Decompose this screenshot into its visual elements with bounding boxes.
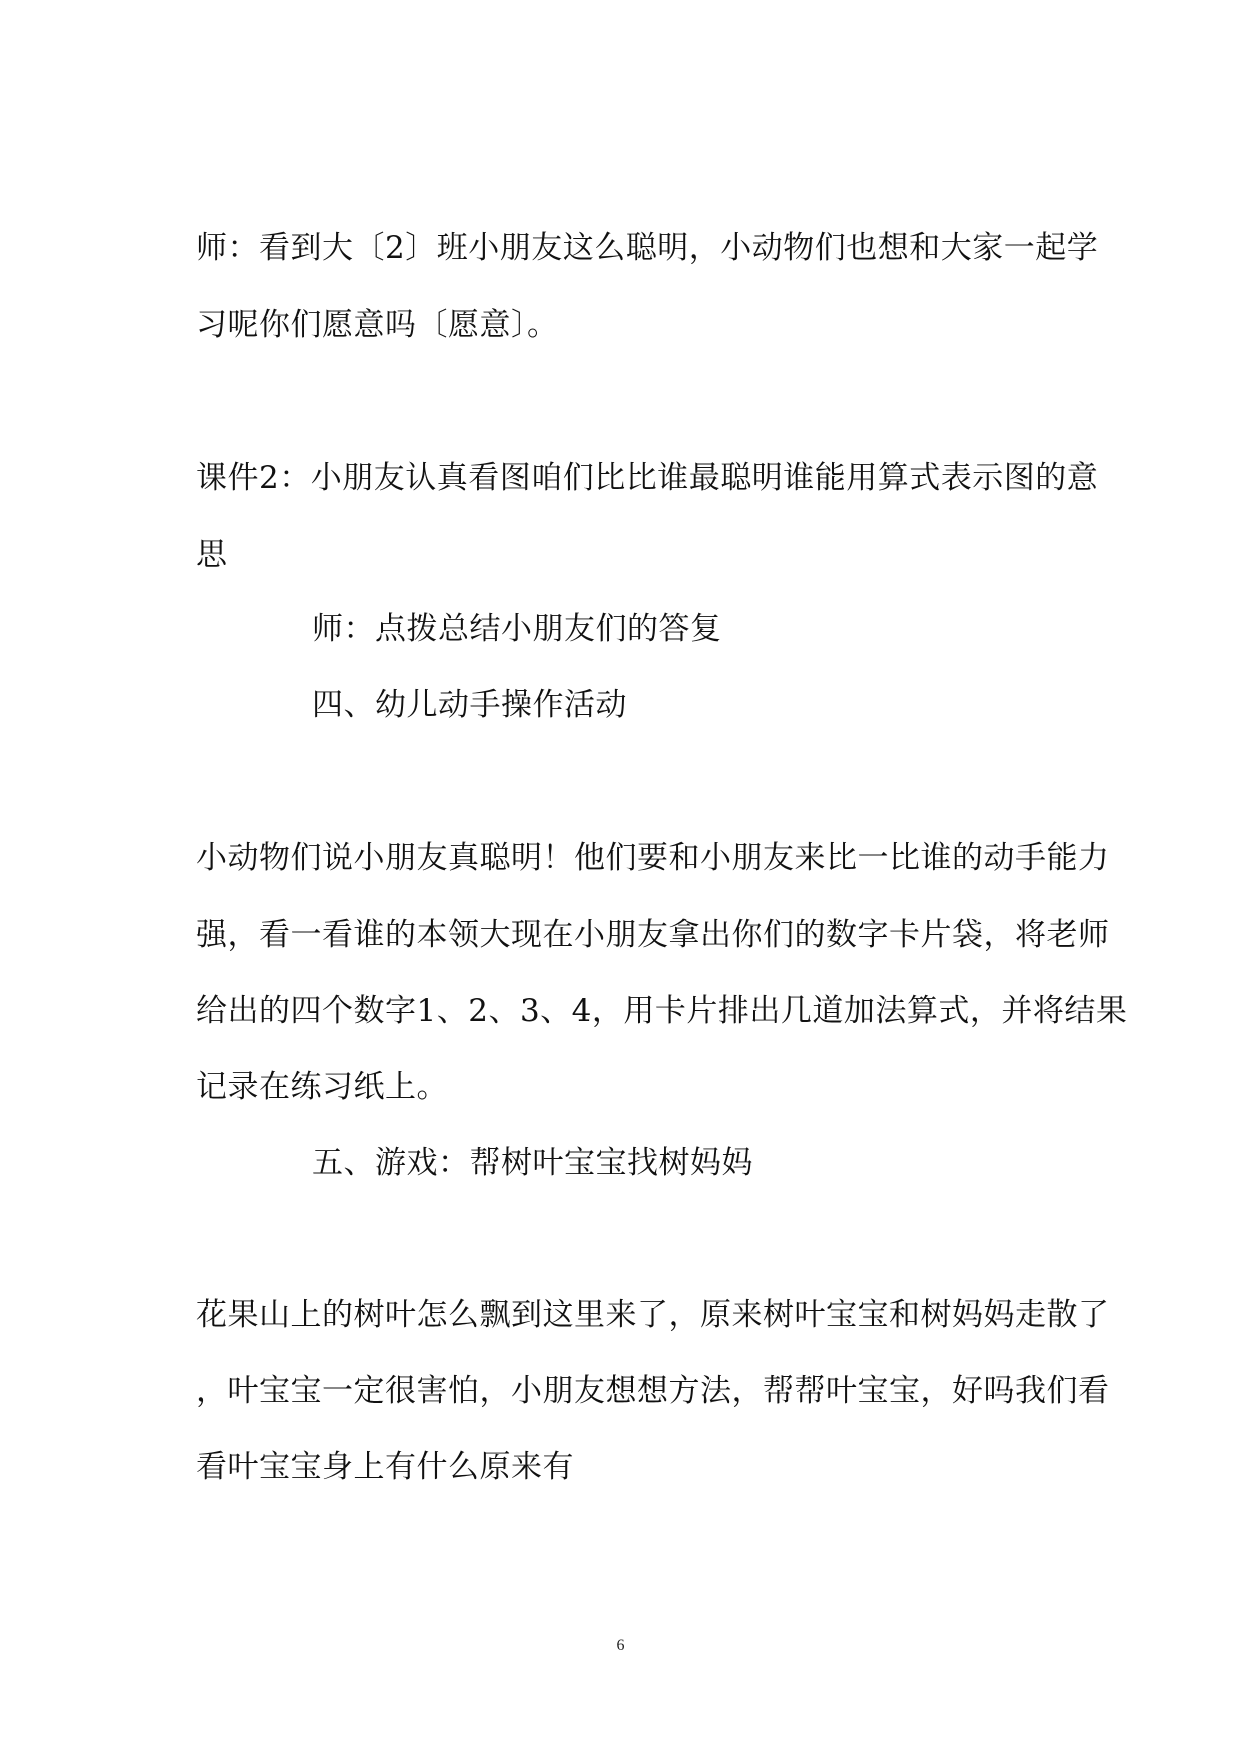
paragraph-line: 强，看一看谁的本领大现在小朋友拿出你们的数字卡片袋，将老师 <box>196 917 1110 953</box>
page-number: 6 <box>616 1637 625 1654</box>
paragraph-line: 课件2：小朋友认真看图咱们比比谁最聪明谁能用算式表示图的意 <box>196 460 1099 496</box>
paragraph-line: 师：点拨总结小朋友们的答复 <box>312 611 722 647</box>
paragraph-line: 小动物们说小朋友真聪明！他们要和小朋友来比一比谁的动手能力 <box>196 840 1110 876</box>
section-heading: 四、幼儿动手操作活动 <box>312 687 627 723</box>
paragraph-line: 花果山上的树叶怎么飘到这里来了，原来树叶宝宝和树妈妈走散了 <box>196 1297 1110 1333</box>
paragraph-line: 师：看到大〔2〕班小朋友这么聪明，小动物们也想和大家一起学 <box>196 230 1099 266</box>
paragraph-line: 给出的四个数字1、2、3、4，用卡片排出几道加法算式，并将结果 <box>196 993 1128 1029</box>
paragraph-line: ，叶宝宝一定很害怕，小朋友想想方法，帮帮叶宝宝，好吗我们看 <box>196 1373 1110 1409</box>
section-heading: 五、游戏：帮树叶宝宝找树妈妈 <box>312 1145 753 1181</box>
paragraph-line: 习呢你们愿意吗〔愿意〕。 <box>196 307 559 343</box>
paragraph-line: 思 <box>196 537 228 573</box>
paragraph-line: 记录在练习纸上。 <box>196 1069 448 1105</box>
paragraph-line: 看叶宝宝身上有什么原来有 <box>196 1449 574 1485</box>
